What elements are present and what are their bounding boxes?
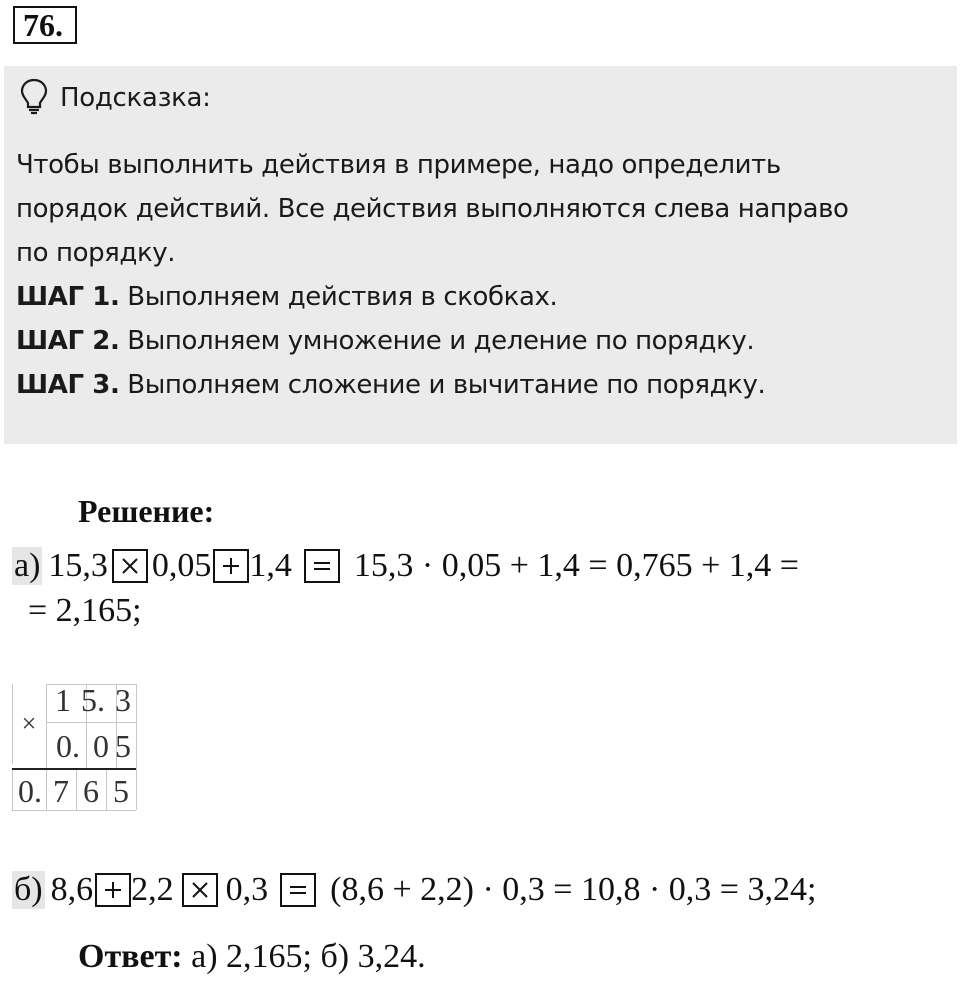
digit: 0. [56,728,80,764]
digit: 3 [115,682,131,718]
hint-line: Чтобы выполнить действия в примере, надо определить [16,150,781,180]
digit: 0. [18,773,42,809]
column-multiplication [12,676,138,812]
step-label: ШАГ 3. [16,370,120,400]
solution-line-a [12,544,799,588]
hint-line: по порядку. [16,238,176,268]
digit: 6 [83,773,99,809]
answer-line [78,938,426,976]
number: 15,3 [48,547,108,584]
expression: 15,3 · 0,05 + 1,4 = 0,765 + 1,4 = [353,547,799,584]
expression: (8,6 + 2,2) · 0,3 = 10,8 · 0,3 = 3,24; [330,871,817,908]
hint-line: порядок действий. Все действия выполняются слева направо [16,194,849,224]
equals-box-icon [280,873,316,907]
multiply-box-icon [112,549,148,583]
step-label: ШАГ 2. [16,326,120,356]
number: 8,6 [50,871,94,908]
number: 0,3 [225,871,269,908]
number: 0,05 [151,547,212,584]
solution-line-a-continued: = 2,165; [28,592,142,629]
step-text: Выполняем умножение и деление по порядку. [119,326,755,356]
digit: 7 [53,773,69,809]
answer-label: Ответ: [78,938,183,975]
item-letter-b: б) [14,871,43,908]
number: 2,2 [131,871,174,908]
plus-box-icon [213,549,249,583]
digit: 5 [113,773,129,809]
hint-step-3 [16,363,952,407]
hint-step-2 [16,319,952,363]
equals-box-icon [304,549,340,583]
hint-header [18,78,211,118]
digit: 1 [55,682,71,718]
plus-box-icon [95,873,131,907]
multiply-box-icon [182,873,218,907]
step-text: Выполняем сложение и вычитание по порядку. [119,370,766,400]
step-label: ШАГ 1. [16,282,120,312]
hint-step-1 [16,275,952,319]
hint-title: Подсказка: [60,83,211,113]
digit: 5. [81,682,105,718]
item-letter-a: а) [14,547,41,584]
solution-title: Решение: [78,493,215,529]
hint-body [16,143,952,407]
digit: 5 [115,728,131,764]
digit: 0 [93,728,109,764]
answer-text: а) 2,165; б) 3,24. [182,938,426,975]
solution-line-b [12,868,816,912]
multiply-sign: × [21,709,37,738]
number: 1,4 [249,547,292,584]
step-text: Выполняем действия в скобках. [119,282,558,312]
task-number: 76. [13,6,77,44]
lightbulb-icon [18,77,50,119]
